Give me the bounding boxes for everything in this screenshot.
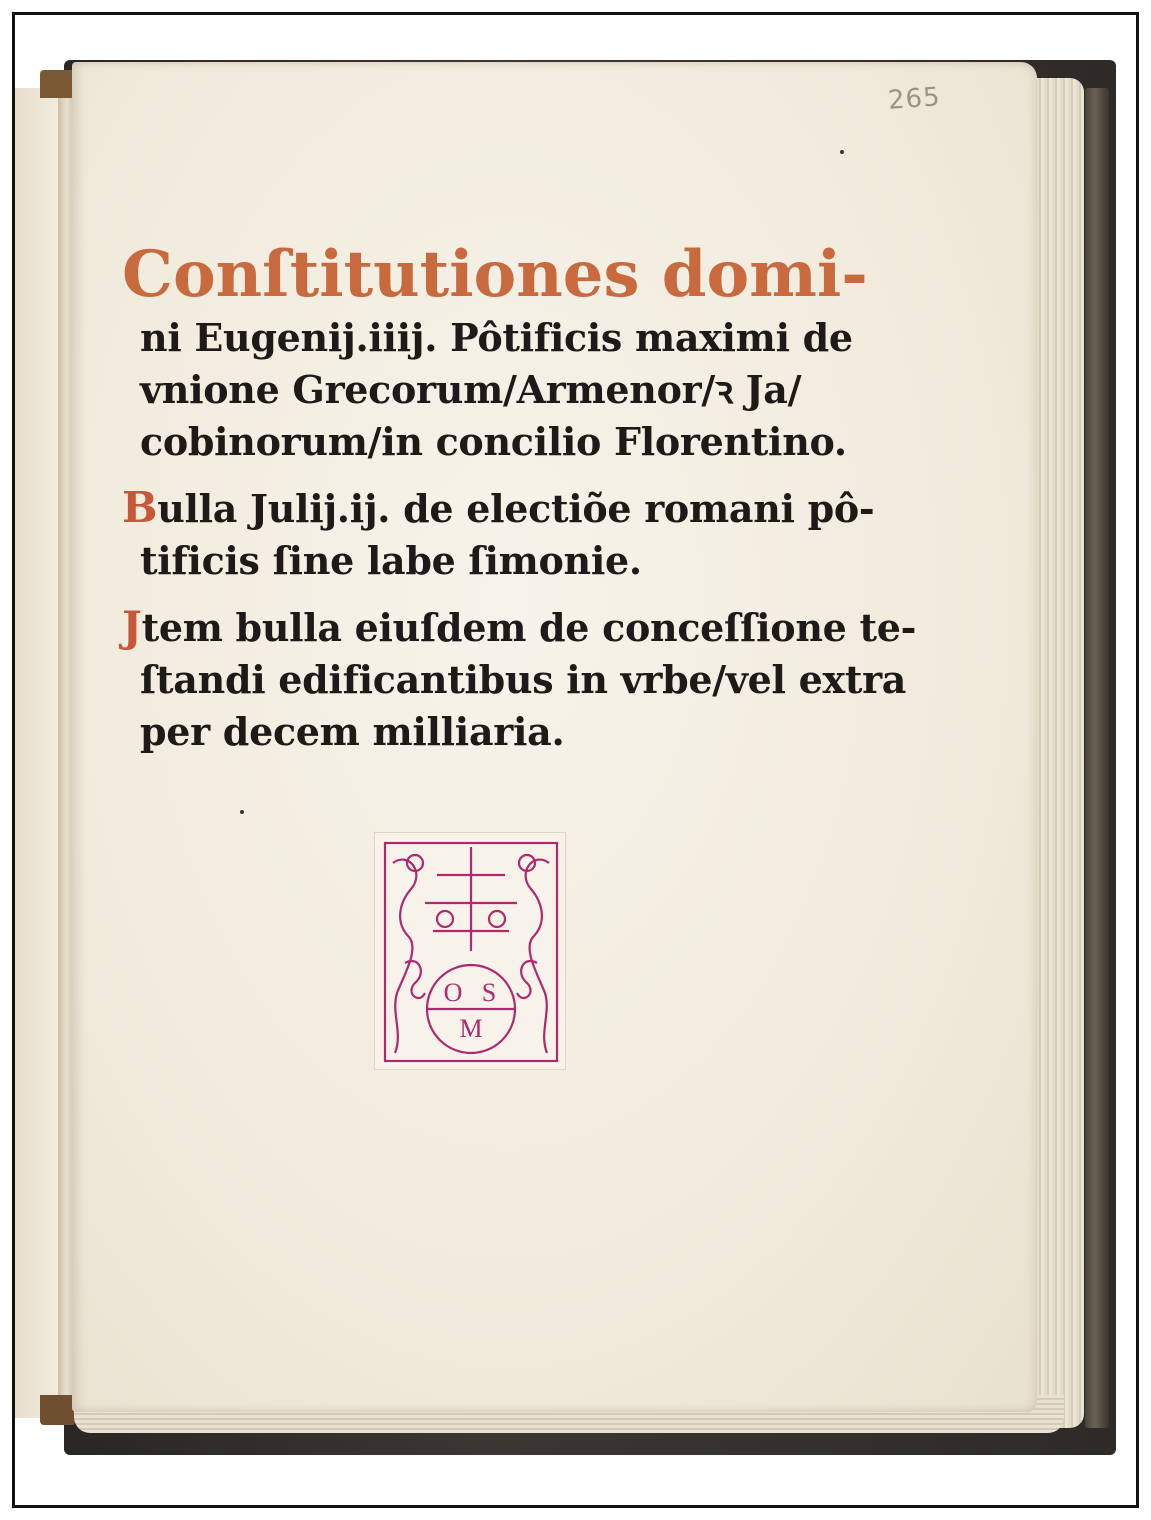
stamp-letter-o: O <box>443 978 463 1007</box>
ink-speck <box>840 150 844 154</box>
rubric-initial: B <box>122 483 158 532</box>
rubric-initial: J <box>122 602 142 651</box>
stamp-letter-m: M <box>459 1014 483 1043</box>
library-stamp <box>374 832 566 1070</box>
gutter <box>58 80 72 1420</box>
text-line: tificis ſine labe ſimonie. <box>140 538 642 583</box>
text-line: cobinorum/in concilio Florentino. <box>140 419 847 464</box>
stamp-letter-s: S <box>481 978 497 1007</box>
spine-head <box>40 70 76 98</box>
text-line: vnione Grecorum/Armenor/ꝛ Ja/ <box>140 367 802 412</box>
pencil-annotation: 265 <box>887 82 942 116</box>
spine-tail <box>40 1395 76 1425</box>
title-text-block <box>122 237 917 758</box>
cover-edge <box>1085 88 1109 1428</box>
rubric-title-line: Conſtitutiones domi- <box>122 237 868 312</box>
text-line: tem bulla eiuſdem de conceſſione te- <box>141 605 917 650</box>
stamp-emblem <box>375 833 567 1071</box>
ink-speck <box>240 810 244 814</box>
text-line: ulla Julij.ij. de electiõe romani pô- <box>157 486 875 531</box>
text-line: per decem milliaria. <box>140 709 565 754</box>
text-line: ſtandi edificantibus in vrbe/vel extra <box>140 657 907 702</box>
paragraph-2-first-line <box>122 482 875 535</box>
text-line: ni Eugenij.iiij. Pôtificis maximi de <box>140 315 853 360</box>
paragraph-3-first-line <box>122 601 917 654</box>
